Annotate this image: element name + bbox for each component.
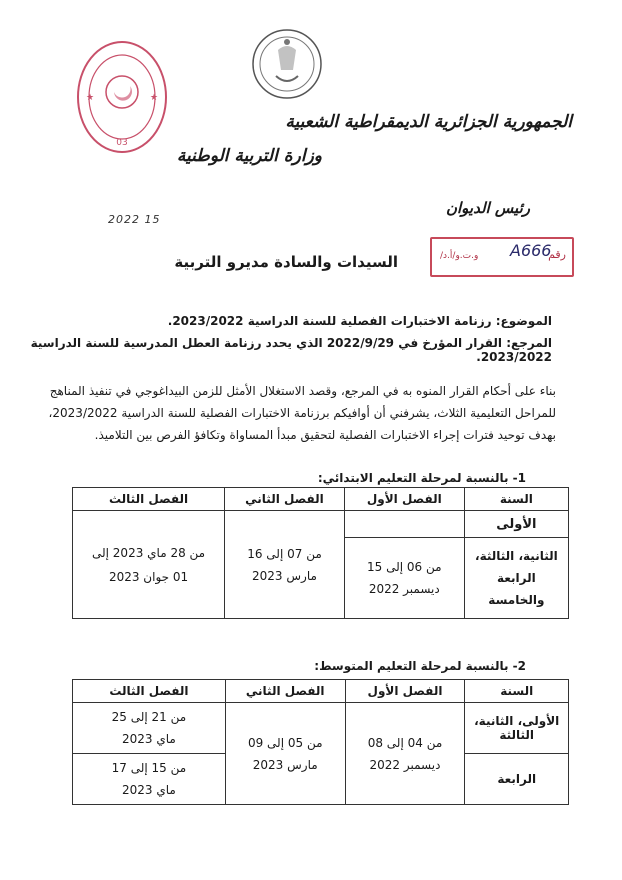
middle-term2: من 05 إلى 09 مارس 2023 <box>225 703 345 805</box>
year-first: الأولى <box>464 511 568 538</box>
year-b: الرابعة <box>465 754 569 805</box>
reference-prefix: رقم <box>548 248 566 261</box>
year-a: الأولى، الثانية، الثالثة <box>465 703 569 754</box>
col-term2: الفصل الثاني <box>225 488 345 511</box>
svg-text:★: ★ <box>150 93 159 103</box>
ministry-title: وزارة التربية الوطنية <box>176 146 322 166</box>
reference-number: A666 <box>510 241 552 260</box>
reference-suffix: /و.ت.و/أ.د <box>440 251 479 261</box>
chief-of-cabinet: رئيس الديوان <box>445 199 530 217</box>
middle-term1: من 04 إلى 08 ديسمبر 2022 <box>345 703 465 805</box>
col-term2: الفصل الثاني <box>225 680 345 703</box>
primary-term1: من 06 إلى 15 ديسمبر 2022 <box>344 538 464 619</box>
body-paragraph: بناء على أحكام القرار المنوه به في المرجع، وقصد الاستغلال الأمثل للزمن البيداغوجي في تنفيذ المناهج للمراحل التعليمية الثلاث، يشرفني أن أوافيكم برزنامة الاختبارات الفصلية للسنة الدراسية 2023/2022، بهدف توحيد فترات إجراء الاختبارات الفصلية لتحقيق مبدأ المساواة وتكافؤ الفرص بين التلاميذ. <box>48 384 556 442</box>
svg-text:★: ★ <box>86 93 95 103</box>
reference-line: المرجع: القرار المؤرخ في 2022/9/29 الذي يحدد رزنامة العطل المدرسية للسنة الدراسية 2023/2022. <box>30 336 552 364</box>
section1-title: 1- بالنسبة لمرحلة التعليم الابتدائي: <box>317 471 526 485</box>
republic-title: الجمهورية الجزائرية الديمقراطية الشعبية <box>285 112 572 132</box>
year-rest: الثانية، الثالثة، الرابعة والخامسة <box>464 538 568 619</box>
subject-line: الموضوع: رزنامة الاختبارات الفصلية للسنة الدراسية 2023/2022. <box>167 314 552 328</box>
col-term3: الفصل الثالث <box>73 680 226 703</box>
col-term1: الفصل الأول <box>344 488 464 511</box>
col-year: السنة <box>464 488 568 511</box>
national-emblem-icon <box>248 28 326 100</box>
col-year: السنة <box>465 680 569 703</box>
ministry-red-seal <box>76 40 168 158</box>
section2-title: 2- بالنسبة لمرحلة التعليم المتوسط: <box>314 659 526 673</box>
seal-number: 03 <box>116 138 128 148</box>
document-date: 2022 15 <box>108 213 161 226</box>
empty-cell <box>344 511 464 538</box>
primary-term3: من 28 ماي 2023 إلى 01 جوان 2023 <box>73 511 225 619</box>
middle-schedule-table <box>72 679 569 805</box>
col-term3: الفصل الثالث <box>73 488 225 511</box>
middle-term3-b: من 15 إلى 17 ماي 2023 <box>73 754 226 805</box>
primary-schedule-table <box>72 487 569 619</box>
col-term1: الفصل الأول <box>345 680 465 703</box>
primary-term2: من 07 إلى 16 مارس 2023 <box>225 511 345 619</box>
middle-term3-a: من 21 إلى 25 ماي 2023 <box>73 703 226 754</box>
recipient: السيدات والسادة مديرو التربية <box>174 253 398 271</box>
reference-stamp <box>430 237 574 277</box>
